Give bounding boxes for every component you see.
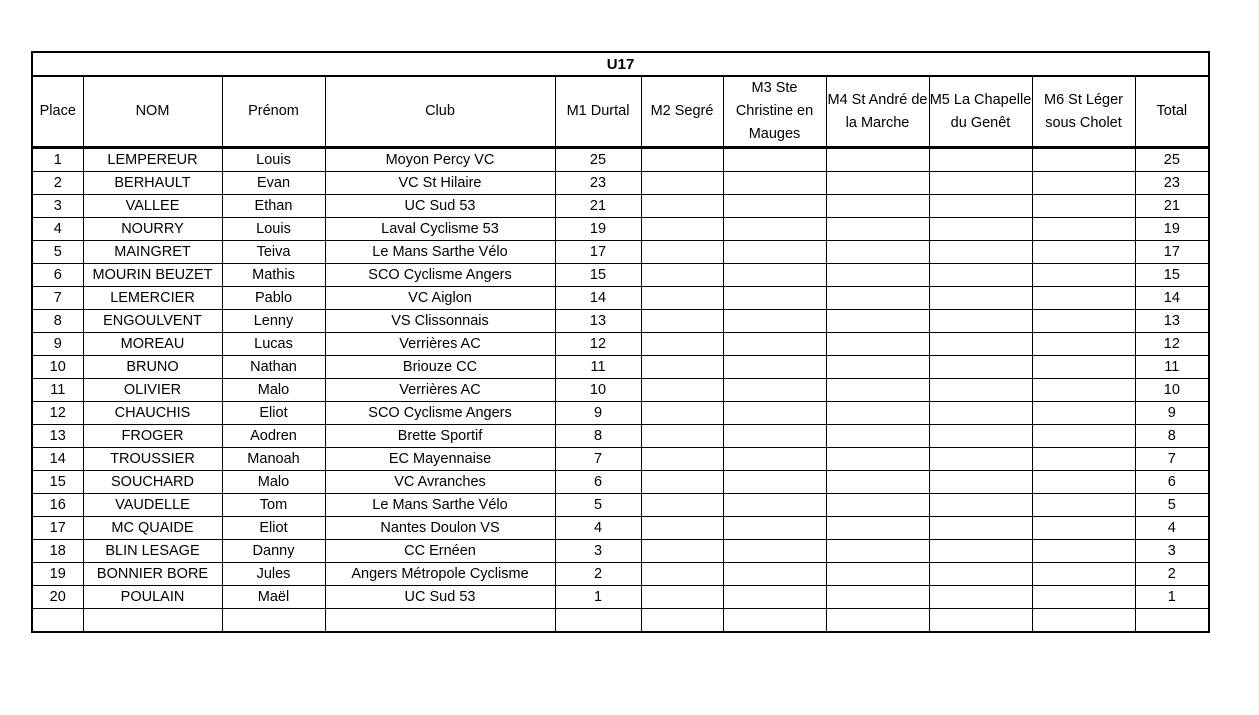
cell-m2 (641, 218, 723, 241)
cell-nom: BONNIER BORE (83, 563, 222, 586)
cell-place: 7 (32, 287, 83, 310)
cell-m2 (641, 471, 723, 494)
cell-prenom: Pablo (222, 287, 325, 310)
cell-m2 (641, 379, 723, 402)
table-row (32, 356, 1209, 379)
cell-nom: POULAIN (83, 586, 222, 609)
table-row (32, 241, 1209, 264)
cell-m1: 25 (555, 148, 641, 172)
blank-cell (1135, 609, 1209, 633)
cell-m5 (929, 241, 1032, 264)
cell-m1: 9 (555, 402, 641, 425)
header-m2: M2 Segré (641, 76, 723, 148)
cell-m6 (1032, 195, 1135, 218)
cell-m4 (826, 586, 929, 609)
cell-club: Briouze CC (325, 356, 555, 379)
cell-nom: BRUNO (83, 356, 222, 379)
table-row (32, 402, 1209, 425)
header-row (32, 76, 1209, 148)
cell-place: 2 (32, 172, 83, 195)
table-row (32, 333, 1209, 356)
cell-club: Laval Cyclisme 53 (325, 218, 555, 241)
cell-m1: 15 (555, 264, 641, 287)
table-row (32, 172, 1209, 195)
cell-place: 13 (32, 425, 83, 448)
cell-m5 (929, 471, 1032, 494)
cell-m4 (826, 172, 929, 195)
cell-club: EC Mayennaise (325, 448, 555, 471)
cell-nom: BLIN LESAGE (83, 540, 222, 563)
cell-prenom: Mathis (222, 264, 325, 287)
cell-m3 (723, 172, 826, 195)
cell-m5 (929, 425, 1032, 448)
cell-m3 (723, 148, 826, 172)
blank-cell (1032, 609, 1135, 633)
blank-cell (723, 609, 826, 633)
cell-place: 18 (32, 540, 83, 563)
cell-m5 (929, 448, 1032, 471)
cell-m4 (826, 402, 929, 425)
cell-nom: MAINGRET (83, 241, 222, 264)
cell-prenom: Jules (222, 563, 325, 586)
table-row (32, 287, 1209, 310)
cell-m1: 3 (555, 540, 641, 563)
cell-m1: 11 (555, 356, 641, 379)
table-title: U17 (32, 52, 1209, 76)
table-row (32, 563, 1209, 586)
cell-m4 (826, 218, 929, 241)
cell-m6 (1032, 333, 1135, 356)
cell-place: 14 (32, 448, 83, 471)
cell-prenom: Louis (222, 148, 325, 172)
cell-m4 (826, 241, 929, 264)
cell-m3 (723, 425, 826, 448)
cell-club: Le Mans Sarthe Vélo (325, 241, 555, 264)
cell-m3 (723, 379, 826, 402)
cell-total: 10 (1135, 379, 1209, 402)
cell-m5 (929, 148, 1032, 172)
blank-cell (325, 609, 555, 633)
cell-m3 (723, 517, 826, 540)
cell-club: SCO Cyclisme Angers (325, 402, 555, 425)
cell-total: 13 (1135, 310, 1209, 333)
cell-place: 4 (32, 218, 83, 241)
cell-m1: 10 (555, 379, 641, 402)
cell-m4 (826, 494, 929, 517)
cell-nom: FROGER (83, 425, 222, 448)
cell-m2 (641, 310, 723, 333)
cell-prenom: Louis (222, 218, 325, 241)
cell-club: Brette Sportif (325, 425, 555, 448)
header-m4: M4 St André de la Marche (826, 76, 929, 148)
cell-m4 (826, 356, 929, 379)
cell-m4 (826, 195, 929, 218)
cell-nom: SOUCHARD (83, 471, 222, 494)
cell-m1: 6 (555, 471, 641, 494)
cell-m3 (723, 264, 826, 287)
cell-m5 (929, 563, 1032, 586)
cell-m6 (1032, 172, 1135, 195)
cell-m3 (723, 333, 826, 356)
cell-prenom: Teiva (222, 241, 325, 264)
cell-prenom: Eliot (222, 402, 325, 425)
cell-total: 14 (1135, 287, 1209, 310)
cell-m6 (1032, 425, 1135, 448)
cell-m4 (826, 310, 929, 333)
cell-m3 (723, 402, 826, 425)
cell-nom: MC QUAIDE (83, 517, 222, 540)
cell-m2 (641, 517, 723, 540)
cell-total: 4 (1135, 517, 1209, 540)
cell-prenom: Evan (222, 172, 325, 195)
cell-prenom: Aodren (222, 425, 325, 448)
cell-m2 (641, 448, 723, 471)
cell-m3 (723, 586, 826, 609)
cell-total: 2 (1135, 563, 1209, 586)
cell-m5 (929, 310, 1032, 333)
cell-place: 12 (32, 402, 83, 425)
cell-nom: ENGOULVENT (83, 310, 222, 333)
cell-total: 3 (1135, 540, 1209, 563)
cell-m6 (1032, 586, 1135, 609)
cell-m6 (1032, 264, 1135, 287)
cell-prenom: Manoah (222, 448, 325, 471)
cell-m4 (826, 563, 929, 586)
cell-club: Verrières AC (325, 333, 555, 356)
table-row (32, 494, 1209, 517)
cell-total: 21 (1135, 195, 1209, 218)
blank-cell (555, 609, 641, 633)
cell-m4 (826, 333, 929, 356)
cell-m6 (1032, 379, 1135, 402)
cell-m5 (929, 540, 1032, 563)
cell-place: 11 (32, 379, 83, 402)
cell-m1: 2 (555, 563, 641, 586)
cell-m4 (826, 379, 929, 402)
cell-club: VS Clissonnais (325, 310, 555, 333)
blank-cell (83, 609, 222, 633)
cell-place: 10 (32, 356, 83, 379)
cell-m3 (723, 218, 826, 241)
cell-total: 6 (1135, 471, 1209, 494)
cell-club: CC Ernéen (325, 540, 555, 563)
table-row (32, 586, 1209, 609)
table-row (32, 425, 1209, 448)
cell-prenom: Lenny (222, 310, 325, 333)
cell-place: 20 (32, 586, 83, 609)
cell-prenom: Eliot (222, 517, 325, 540)
cell-total: 5 (1135, 494, 1209, 517)
cell-m1: 12 (555, 333, 641, 356)
header-total: Total (1135, 76, 1209, 148)
cell-place: 3 (32, 195, 83, 218)
cell-m6 (1032, 241, 1135, 264)
blank-row (32, 609, 1209, 633)
cell-m2 (641, 494, 723, 517)
table-row (32, 448, 1209, 471)
cell-m5 (929, 356, 1032, 379)
cell-m3 (723, 471, 826, 494)
cell-m2 (641, 148, 723, 172)
blank-cell (641, 609, 723, 633)
cell-m2 (641, 241, 723, 264)
blank-cell (32, 609, 83, 633)
cell-club: Verrières AC (325, 379, 555, 402)
header-nom: NOM (83, 76, 222, 148)
cell-m1: 19 (555, 218, 641, 241)
cell-place: 9 (32, 333, 83, 356)
cell-m6 (1032, 448, 1135, 471)
cell-prenom: Nathan (222, 356, 325, 379)
cell-m5 (929, 494, 1032, 517)
cell-place: 1 (32, 148, 83, 172)
cell-m1: 4 (555, 517, 641, 540)
cell-m6 (1032, 218, 1135, 241)
cell-m4 (826, 287, 929, 310)
cell-m6 (1032, 356, 1135, 379)
cell-total: 1 (1135, 586, 1209, 609)
table-row (32, 540, 1209, 563)
cell-m3 (723, 356, 826, 379)
cell-m3 (723, 563, 826, 586)
cell-total: 9 (1135, 402, 1209, 425)
cell-m1: 23 (555, 172, 641, 195)
cell-m2 (641, 402, 723, 425)
cell-total: 8 (1135, 425, 1209, 448)
cell-m3 (723, 195, 826, 218)
cell-m6 (1032, 540, 1135, 563)
cell-m1: 8 (555, 425, 641, 448)
cell-club: SCO Cyclisme Angers (325, 264, 555, 287)
cell-m2 (641, 333, 723, 356)
cell-m3 (723, 540, 826, 563)
cell-m2 (641, 264, 723, 287)
cell-club: Angers Métropole Cyclisme (325, 563, 555, 586)
table-row (32, 310, 1209, 333)
cell-m6 (1032, 494, 1135, 517)
cell-place: 17 (32, 517, 83, 540)
cell-m1: 7 (555, 448, 641, 471)
cell-m5 (929, 264, 1032, 287)
cell-prenom: Lucas (222, 333, 325, 356)
cell-nom: CHAUCHIS (83, 402, 222, 425)
results-body (32, 148, 1209, 633)
cell-total: 17 (1135, 241, 1209, 264)
cell-m2 (641, 172, 723, 195)
cell-m4 (826, 517, 929, 540)
cell-m2 (641, 425, 723, 448)
cell-total: 11 (1135, 356, 1209, 379)
cell-prenom: Malo (222, 471, 325, 494)
cell-m4 (826, 148, 929, 172)
cell-m6 (1032, 148, 1135, 172)
cell-m5 (929, 379, 1032, 402)
cell-nom: VALLEE (83, 195, 222, 218)
cell-nom: LEMERCIER (83, 287, 222, 310)
cell-prenom: Maël (222, 586, 325, 609)
header-place: Place (32, 76, 83, 148)
cell-club: VC St Hilaire (325, 172, 555, 195)
cell-place: 16 (32, 494, 83, 517)
cell-club: Le Mans Sarthe Vélo (325, 494, 555, 517)
cell-place: 15 (32, 471, 83, 494)
table-row (32, 218, 1209, 241)
blank-cell (929, 609, 1032, 633)
cell-prenom: Malo (222, 379, 325, 402)
cell-m6 (1032, 471, 1135, 494)
cell-m1: 13 (555, 310, 641, 333)
cell-prenom: Tom (222, 494, 325, 517)
cell-place: 19 (32, 563, 83, 586)
cell-total: 12 (1135, 333, 1209, 356)
table-row (32, 264, 1209, 287)
cell-m3 (723, 241, 826, 264)
cell-m5 (929, 517, 1032, 540)
results-table (31, 51, 1210, 633)
table-row (32, 195, 1209, 218)
cell-m6 (1032, 563, 1135, 586)
cell-total: 15 (1135, 264, 1209, 287)
cell-m5 (929, 402, 1032, 425)
cell-m2 (641, 586, 723, 609)
cell-m1: 14 (555, 287, 641, 310)
header-m1: M1 Durtal (555, 76, 641, 148)
cell-m3 (723, 494, 826, 517)
title-row (32, 52, 1209, 76)
cell-club: VC Aiglon (325, 287, 555, 310)
cell-total: 25 (1135, 148, 1209, 172)
cell-m5 (929, 333, 1032, 356)
cell-m6 (1032, 517, 1135, 540)
table-row (32, 379, 1209, 402)
cell-m4 (826, 471, 929, 494)
cell-place: 6 (32, 264, 83, 287)
cell-club: VC Avranches (325, 471, 555, 494)
cell-m1: 5 (555, 494, 641, 517)
cell-total: 7 (1135, 448, 1209, 471)
cell-club: Moyon Percy VC (325, 148, 555, 172)
cell-prenom: Ethan (222, 195, 325, 218)
cell-nom: MOURIN BEUZET (83, 264, 222, 287)
cell-nom: MOREAU (83, 333, 222, 356)
cell-m5 (929, 218, 1032, 241)
cell-club: Nantes Doulon VS (325, 517, 555, 540)
cell-m2 (641, 540, 723, 563)
cell-m1: 17 (555, 241, 641, 264)
cell-nom: LEMPEREUR (83, 148, 222, 172)
cell-total: 23 (1135, 172, 1209, 195)
cell-m1: 21 (555, 195, 641, 218)
cell-m5 (929, 195, 1032, 218)
cell-club: UC Sud 53 (325, 195, 555, 218)
cell-nom: BERHAULT (83, 172, 222, 195)
cell-m6 (1032, 310, 1135, 333)
header-m6: M6 St Léger sous Cholet (1032, 76, 1135, 148)
cell-nom: OLIVIER (83, 379, 222, 402)
cell-m1: 1 (555, 586, 641, 609)
cell-m2 (641, 563, 723, 586)
cell-m2 (641, 356, 723, 379)
cell-m2 (641, 287, 723, 310)
cell-place: 8 (32, 310, 83, 333)
table-row (32, 471, 1209, 494)
cell-m3 (723, 448, 826, 471)
cell-m4 (826, 264, 929, 287)
cell-total: 19 (1135, 218, 1209, 241)
header-m5: M5 La Chapelle du Genêt (929, 76, 1032, 148)
header-club: Club (325, 76, 555, 148)
cell-m3 (723, 287, 826, 310)
cell-m6 (1032, 402, 1135, 425)
cell-nom: TROUSSIER (83, 448, 222, 471)
cell-prenom: Danny (222, 540, 325, 563)
blank-cell (222, 609, 325, 633)
cell-m4 (826, 425, 929, 448)
cell-m5 (929, 586, 1032, 609)
table-row (32, 148, 1209, 172)
cell-m5 (929, 287, 1032, 310)
cell-nom: VAUDELLE (83, 494, 222, 517)
header-m3: M3 Ste Christine en Mauges (723, 76, 826, 148)
cell-place: 5 (32, 241, 83, 264)
cell-nom: NOURRY (83, 218, 222, 241)
cell-m4 (826, 448, 929, 471)
cell-m6 (1032, 287, 1135, 310)
cell-m3 (723, 310, 826, 333)
cell-m4 (826, 540, 929, 563)
header-prenom: Prénom (222, 76, 325, 148)
cell-club: UC Sud 53 (325, 586, 555, 609)
blank-cell (826, 609, 929, 633)
cell-m5 (929, 172, 1032, 195)
table-row (32, 517, 1209, 540)
cell-m2 (641, 195, 723, 218)
